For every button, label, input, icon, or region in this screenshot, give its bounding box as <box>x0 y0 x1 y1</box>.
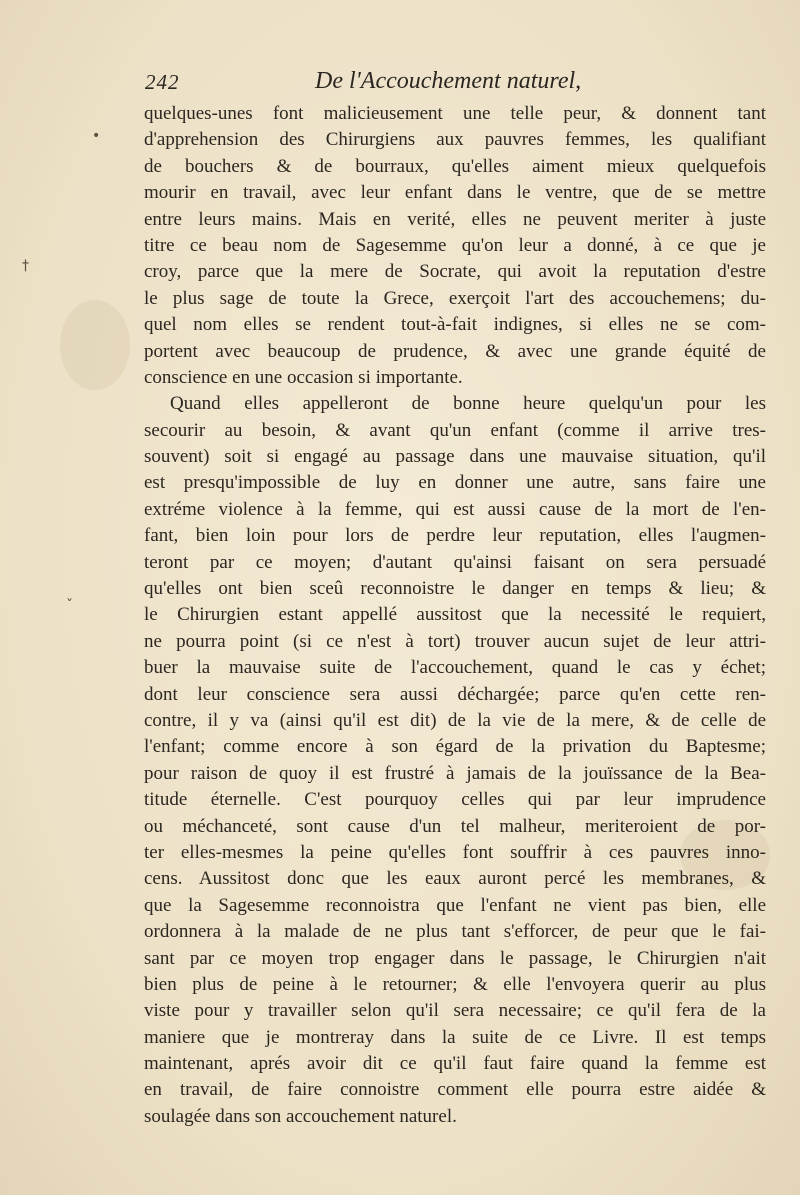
text-line: mourir en travail, avec leur enfant dans le ventre, que de se mettre <box>144 182 766 204</box>
text-line: de bouchers & de bourraux, qu'elles aiment mieux quelquefois <box>144 155 766 177</box>
text-line: que la Sagesemme reconnoistra que l'enfant ne vient pas bien, elle <box>144 894 766 916</box>
text-line: contre, il y va (ainsi qu'il est dit) de la vie de la mere, & de celle de <box>144 709 766 731</box>
text-line: titude éternelle. C'est pourquoy celles qui par leur imprudence <box>144 789 766 811</box>
text-line: bien plus de peine à le retourner; & elle l'envoyera querir au plus <box>144 973 766 995</box>
text-line: maintenant, aprés avoir dit ce qu'il faut faire quand la femme est <box>144 1053 766 1075</box>
text-line: viste pour y travailler selon qu'il sera necessaire; ce qu'il fera de la <box>144 1000 766 1022</box>
text-line: soulagée dans son accouchement naturel. <box>144 1105 457 1127</box>
text-line: entre leurs mains. Mais en verité, elles ne peuvent meriter à juste <box>144 208 766 230</box>
text-line: ter elles-mesmes la peine qu'elles font souffrir à ces pauvres inno- <box>144 841 766 863</box>
text-line: qu'elles ont bien sceû reconnoistre le danger en temps & lieu; & <box>144 578 766 600</box>
text-line: le plus sage de toute la Grece, exerçoit l'art des accouchemens; du- <box>144 287 766 309</box>
text-line: titre ce beau nom de Sagesemme qu'on leur a donné, à ce que je <box>144 234 766 256</box>
text-line: buer la mauvaise suite de l'accouchement, quand le cas y échet; <box>144 657 766 679</box>
text-line: souvent) soit si engagé au passage dans une mauvaise situation, qu'il <box>144 446 766 468</box>
paper-stain <box>60 300 130 390</box>
text-line: ordonnera à la malade de ne plus tant s'efforcer, de peur que le fai- <box>144 921 766 943</box>
margin-mark: † <box>22 258 29 274</box>
text-line: le Chirurgien estant appellé aussitost que la necessité le requiert, <box>144 604 766 626</box>
text-line: dont leur conscience sera aussi déchargée; parce qu'en cette ren- <box>144 683 766 705</box>
margin-dot: • <box>92 128 101 144</box>
body-text <box>144 101 766 1130</box>
page-header <box>145 68 615 98</box>
margin-mark: ˇ <box>66 598 73 614</box>
text-line: Quand elles appelleront de bonne heure quelqu'un pour les <box>170 393 766 415</box>
text-line: quelques-unes font malicieusement une telle peur, & donnent tant <box>144 103 766 124</box>
text-line: fant, bien loin pour lors de perdre leur reputation, elles l'augmen- <box>144 525 766 547</box>
text-line: portent avec beaucoup de prudence, & avec une grande équité de <box>144 340 766 362</box>
page-number: 242 <box>145 70 180 94</box>
text-line: croy, parce que la mere de Socrate, qui avoit la reputation d'estre <box>144 261 766 283</box>
text-line: maniere que je montreray dans la suite de ce Livre. Il est temps <box>144 1026 766 1048</box>
text-line: l'enfant; comme encore à son égard de la privation du Baptesme; <box>144 736 766 758</box>
text-line: en travail, de faire connoistre comment elle pourra estre aidée & <box>144 1079 766 1101</box>
text-line: ne pourra point (si ce n'est à tort) trouver aucun sujet de leur attri- <box>144 630 766 652</box>
text-line: est presqu'impossible de luy en donner une autre, sans faire une <box>144 472 766 494</box>
running-head: De l'Accouchement naturel, <box>315 68 582 94</box>
text-line: secourir au besoin, & avant qu'un enfant (comme il arrive tres- <box>144 419 766 441</box>
text-line: extréme violence à la femme, qui est aussi cause de la mort de l'en- <box>144 498 766 520</box>
text-line: quel nom elles se rendent tout-à-fait indignes, si elles ne se com- <box>144 314 766 336</box>
text-line: conscience en une occasion si importante. <box>144 366 463 388</box>
text-line: cens. Aussitost donc que les eaux auront percé les membranes, & <box>144 868 766 890</box>
text-line: d'apprehension des Chirurgiens aux pauvres femmes, les qualifiant <box>144 129 766 151</box>
text-line: teront par ce moyen; d'autant qu'ainsi faisant on sera persuadé <box>144 551 766 573</box>
text-line: sant par ce moyen trop engager dans le passage, le Chirurgien n'ait <box>144 947 766 969</box>
text-line: ou méchanceté, sont cause d'un tel malheur, meriteroient de por- <box>144 815 766 837</box>
text-line: pour raison de quoy il est frustré à jamais de la jouïssance de la Bea- <box>144 762 766 784</box>
